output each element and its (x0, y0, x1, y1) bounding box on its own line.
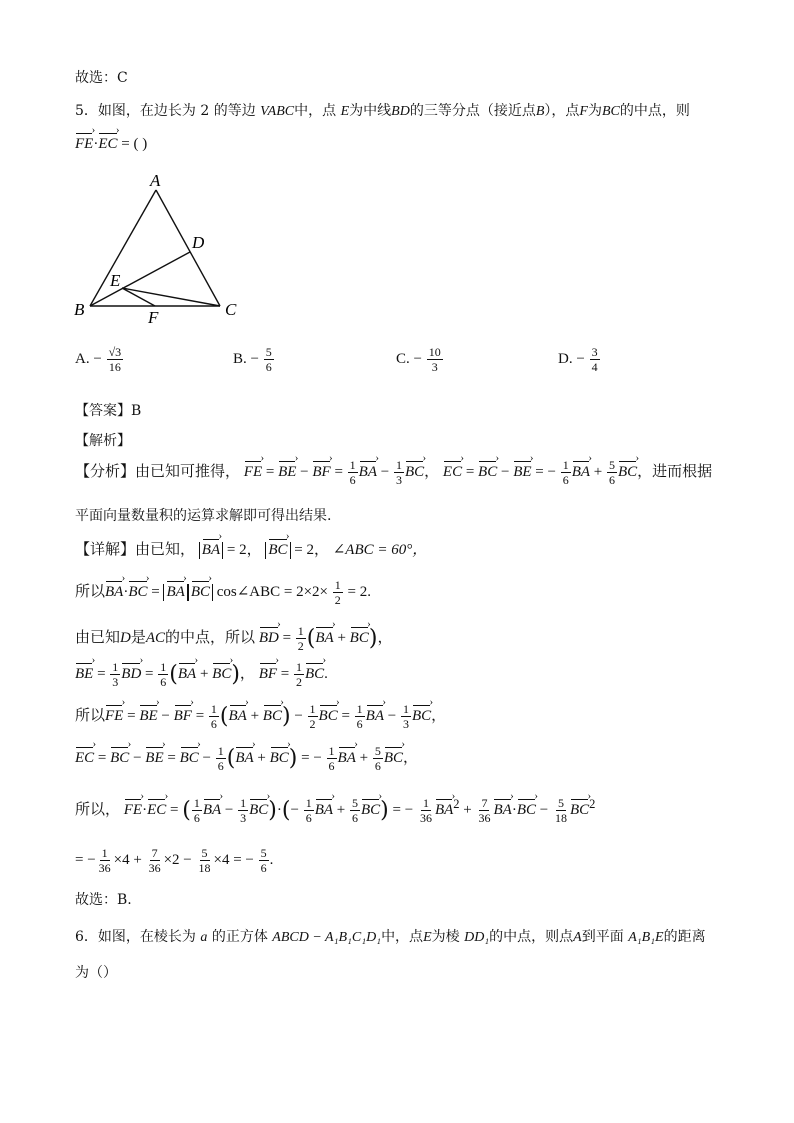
frac-5-6b: $\frac{5}{6}$ (374, 744, 381, 773)
q6-a: a (200, 930, 208, 945)
vec-be-2: BE › (513, 464, 531, 481)
vec-ba-15: BA › (493, 802, 511, 819)
q6-cube: ABCD − A₁B₁C₁D₁ (272, 930, 382, 945)
vec-be-3: BE › (75, 666, 93, 683)
label-e: E (110, 271, 121, 290)
option-b-den: 6 (265, 360, 272, 374)
vec-ba-5: BA › (166, 584, 184, 601)
label-c: C (225, 300, 237, 319)
label-d: D (192, 233, 205, 252)
q6-a-pt: A (573, 930, 582, 945)
ec-line: EC › = BC › − BE › = BC › − $\frac{1}{6}$ (BA › + BC ›) = − $\frac{1}{6}$ BA › + $\frac{5}{6}$ BC ›， (75, 744, 418, 773)
option-b[interactable] (233, 345, 275, 374)
frac-7-36b: $\frac{7}{36}$ (148, 846, 161, 875)
vec-ec-4: EC › (147, 802, 166, 819)
vec-bc-13: BC › (110, 750, 129, 767)
q6-e: E (423, 930, 432, 945)
label-f: F (148, 308, 159, 327)
suoyi-2: 所以 (75, 707, 106, 724)
q5-text4: 的三等分点（接近点 (409, 103, 536, 119)
q5-bd: BD (391, 104, 410, 119)
product-line: 所以， FE ›·EC › = ( $\frac{1}{6}$ BA › − $\frac{1}{3}$ BC ›)·(− $\frac{1}{6}$ BA › + $\frac{5}{6}$ BC ›) = − $\frac{1}{36}$ BA ›$^2$ + $\frac{7}{36}$ BA ›·BC › − $\frac{5}{18}$ BC ›$^2$ (75, 796, 595, 825)
fe-line: 所以FE › = BE › − BF › = $\frac{1}{6}$ (BA › + BC ›) − $\frac{1}{2}$ BC › = $\frac{1}{6}$ BA › − $\frac{1}{3}$ BC ›， (75, 702, 446, 731)
frac-5-6: $\frac{5}{6}$ (608, 458, 615, 487)
cos-text: cos∠ABC = 2×2× (216, 583, 329, 600)
q5-triangle: VABC (260, 104, 295, 119)
vec-be: BE › (278, 464, 296, 481)
vec-fe-3: FE › (105, 708, 123, 725)
frac-1-6b: $\frac{1}{6}$ (562, 458, 569, 487)
fenxi-line2: 平面向量数量积的运算求解即可得出结果. (75, 508, 332, 524)
option-a-frac (107, 345, 124, 374)
vec-bf-3: BF › (174, 708, 192, 725)
frac-1-6h: $\frac{1}{6}$ (193, 796, 200, 825)
option-b-frac (264, 345, 274, 374)
q5-stem-line1 (75, 100, 690, 120)
youzhi: 由已知 (75, 629, 121, 646)
q5-f: F (579, 104, 588, 119)
fenxi-tail: ，进而根据 (637, 463, 713, 480)
q6-text6: 到平面 (581, 929, 624, 945)
option-c[interactable] (396, 345, 444, 374)
vec-bf-2: BF › (259, 666, 277, 683)
vec-bc-11: BC › (319, 708, 338, 725)
option-a-num: √3 (108, 345, 122, 359)
frac-5-6c: $\frac{5}{6}$ (352, 796, 358, 825)
fenxi-tag: 【分析】 (75, 463, 136, 480)
vec-bc-16: BC › (384, 750, 403, 767)
vec-be-4: BE › (139, 708, 157, 725)
frac-1-6: $\frac{1}{6}$ (349, 458, 356, 487)
q5-text5: ），点 (544, 103, 580, 119)
vec-ba: BA › (359, 464, 377, 481)
q5-bc: BC (601, 104, 620, 119)
vec-ba-7: BA › (178, 666, 196, 683)
numeric-line: = − $\frac{1}{36}$ ×4 + $\frac{7}{36}$ ×2 − $\frac{5}{18}$ ×4 = − $\frac{5}{6}$ . (75, 846, 274, 875)
vec-ba-12: BA › (203, 802, 221, 819)
vec-bc-8: BC › (212, 666, 231, 683)
analysis-tag: 【解析】 (75, 433, 131, 449)
vec-bc-4: BC › (268, 542, 287, 559)
abs-ba (199, 542, 223, 559)
frac-1-36b: $\frac{1}{36}$ (98, 846, 111, 875)
vec-ba-4: BA › (105, 584, 123, 601)
abs-bc-2 (188, 584, 213, 601)
abs-bc (265, 542, 290, 559)
q6-text: 6．如图，在棱长为 (75, 929, 196, 945)
option-c-frac (427, 345, 443, 374)
vec-bc-15: BC › (270, 750, 289, 767)
midpoint-line: 由已知D是AC的中点，所以 BD › = $\frac{1}{2}$ (BA › + BC ›)， (75, 624, 392, 653)
q6-stem-line1 (75, 926, 706, 946)
q6-text2: 的正方体 (211, 929, 268, 945)
q6-dd1: DD₁ (464, 930, 490, 945)
vec-bc-7: BC › (350, 630, 369, 647)
option-d-letter: D. (558, 350, 573, 367)
youzhi-mid2: 的中点，所以 (165, 629, 256, 646)
frac-1-3c: $\frac{1}{3}$ (402, 702, 409, 731)
vec-ba-11: BA › (338, 750, 356, 767)
vec-bc-20: BC › (570, 802, 589, 819)
option-c-num: 10 (428, 345, 441, 359)
q5-text3: 为中线 (349, 103, 392, 119)
frac-1-36: $\frac{1}{36}$ (419, 796, 432, 825)
youzhi-mid: 是 (130, 629, 146, 646)
suoyi-1: 所以 (75, 583, 106, 600)
frac-1-6c: $\frac{1}{6}$ (160, 660, 167, 689)
xiangjie-tag: 【详解】 (75, 542, 136, 558)
frac-1-3d: $\frac{1}{3}$ (240, 796, 247, 825)
angle-text: ∠ABC = 60°， (332, 542, 428, 558)
option-c-sign: − (413, 350, 422, 367)
label-a: A (150, 171, 161, 190)
abs-ba-2 (163, 584, 187, 601)
q6-plane: A₁B₁E (628, 930, 664, 945)
vec-ba-6: BA › (315, 630, 333, 647)
option-c-den: 3 (431, 360, 438, 374)
vec-fe-4: FE › (124, 802, 142, 819)
side-ac (156, 190, 220, 306)
q6-text4: 为棱 (431, 929, 460, 945)
option-a[interactable] (75, 345, 124, 374)
vec-bc-10: BC › (263, 708, 282, 725)
vec-be-5: BE › (145, 750, 163, 767)
frac-1-6e: $\frac{1}{6}$ (356, 702, 363, 731)
vec-ba-9: BA › (366, 708, 384, 725)
vec-fe: FE › (75, 136, 93, 153)
fenxi-line: 【分析】由已知可推得， FE › = BE › − BF › = $\frac{1}{6}$ BA › − $\frac{1}{3}$ BC ›， EC › = BC › − BE › = − $\frac{1}{6}$ BA › + $\frac{5}{6}$ BC ›，进而根据 (75, 458, 712, 487)
q5-text: 5．如图，在边长为 2 的等边 (75, 103, 256, 119)
q6-text7: 的距离 (663, 929, 706, 945)
option-d-sign: − (576, 350, 585, 367)
prev-answer-line: 故选：C (75, 70, 128, 86)
vec-bc-5: BC › (128, 584, 147, 601)
option-d-frac (590, 345, 600, 374)
dot-product-line: 所以BA ›·BC › = BA › BC › cos∠ABC = 2×2× $\frac{1}{2}$ = 2. (75, 578, 371, 607)
frac-1-6g: $\frac{1}{6}$ (328, 744, 335, 773)
frac-5-18b: $\frac{5}{18}$ (198, 846, 211, 875)
option-d[interactable] (558, 345, 601, 374)
frac-1-3: $\frac{1}{3}$ (395, 458, 402, 487)
vec-ba-2: BA › (572, 464, 590, 481)
option-b-num: 5 (265, 345, 272, 359)
q5-text6: 为 (587, 103, 602, 119)
vec-bc-6: BC › (191, 584, 210, 601)
q5-point-e: E (340, 104, 350, 119)
q6-text3: 中，点 (381, 929, 424, 945)
fenxi-text: 由已知可推得， (135, 463, 241, 480)
vec-bc-14: BC › (180, 750, 199, 767)
option-d-num: 3 (591, 345, 598, 359)
q5-stem-line2: FE ›·EC › = ( ) (75, 136, 147, 153)
vec-ba-14: BA › (435, 802, 453, 819)
vec-fe-2: FE › (244, 464, 262, 481)
vec-bc-2: BC › (478, 464, 497, 481)
xiangjie-text: 由已知， (135, 542, 196, 558)
vec-ec: EC › (98, 136, 117, 153)
q5-text2: 中，点 (294, 103, 337, 119)
frac-5-18: $\frac{5}{18}$ (554, 796, 567, 825)
answer-tag: 【答案】 (75, 403, 131, 419)
xiangjie-line: 【详解】由已知， BA › = 2， BC › = 2， ∠ABC = 60°， (75, 538, 427, 559)
option-a-sign: − (93, 350, 102, 367)
vec-bc-19: BC › (517, 802, 536, 819)
frac-7-36: $\frac{7}{36}$ (478, 796, 491, 825)
frac-1-6i: $\frac{1}{6}$ (305, 796, 312, 825)
be-line: BE › = $\frac{1}{3}$ BD › = $\frac{1}{6}$ (BA › + BC ›)， BF › = $\frac{1}{2}$ BC ›. (75, 660, 328, 689)
q6-text5: 的中点，则点 (489, 929, 574, 945)
segment-ec (122, 288, 220, 306)
q5-text7: 的中点，则 (619, 103, 690, 119)
guxuan-b: 故选：B. (75, 892, 132, 908)
vec-ba-10: BA › (235, 750, 253, 767)
eq-two: = 2. (347, 583, 371, 600)
youzhi-d: D (120, 629, 131, 646)
q5-b: B (535, 104, 545, 119)
vec-bc-18: BC › (361, 802, 380, 819)
vec-bf: BF › (312, 464, 330, 481)
vec-bc-12: BC › (412, 708, 431, 725)
frac-1-2d: $\frac{1}{2}$ (309, 702, 316, 731)
answer-value: B (131, 403, 142, 419)
vec-ba-8: BA › (229, 708, 247, 725)
vec-bc: BC › (405, 464, 424, 481)
vec-bc-17: BC › (249, 802, 268, 819)
vec-ba-13: BA › (315, 802, 333, 819)
frac-1-3b: $\frac{1}{3}$ (112, 660, 119, 689)
option-b-sign: − (250, 350, 259, 367)
vec-ec-3: EC › (75, 750, 94, 767)
suoyi-3: 所以， (75, 801, 121, 818)
vec-bc-9: BC › (305, 666, 324, 683)
label-b: B (74, 300, 85, 319)
q5-blank: = ( ) (121, 136, 148, 152)
answer-line (75, 400, 141, 420)
frac-5-6d: $\frac{5}{6}$ (260, 846, 267, 875)
vec-ec-2: EC › (443, 464, 462, 481)
option-b-letter: B. (233, 350, 247, 367)
frac-1-6d: $\frac{1}{6}$ (210, 702, 217, 731)
option-a-letter: A. (75, 350, 90, 367)
q6-stem-line2: 为（） (75, 965, 117, 981)
vec-ba-3: BA › (202, 542, 220, 559)
frac-1-6f: $\frac{1}{6}$ (217, 744, 224, 773)
triangle-figure (70, 168, 250, 328)
vec-bd: BD › (259, 630, 279, 647)
frac-1-2c: $\frac{1}{2}$ (295, 660, 302, 689)
frac-1-2b: $\frac{1}{2}$ (297, 624, 304, 653)
youzhi-ac: AC (145, 629, 166, 646)
vec-bc-3: BC › (618, 464, 637, 481)
option-a-den: 16 (108, 360, 121, 374)
vec-bd-2: BD › (121, 666, 141, 683)
frac-1-2: $\frac{1}{2}$ (334, 578, 341, 607)
option-c-letter: C. (396, 350, 410, 367)
option-d-den: 4 (591, 360, 598, 374)
